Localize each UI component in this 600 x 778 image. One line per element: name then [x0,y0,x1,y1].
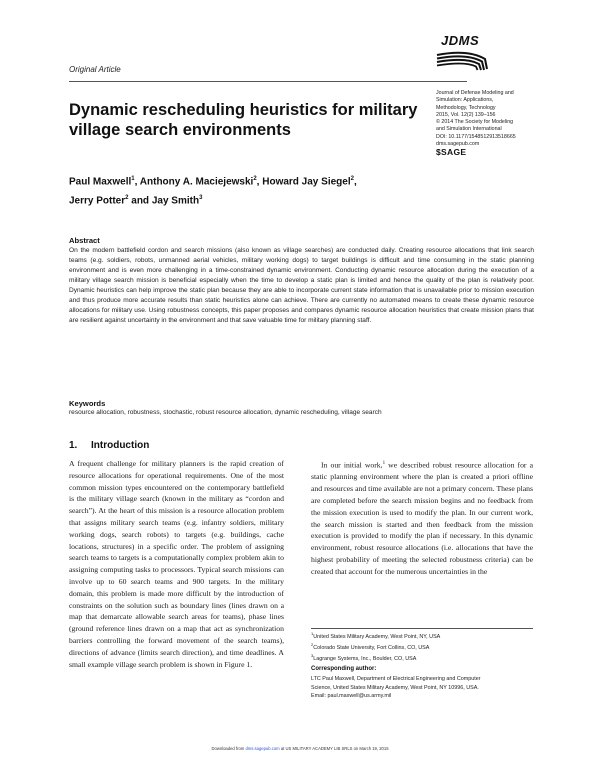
sage-icon: $ [436,147,442,158]
doi[interactable]: DOI: 10.1177/1548512913518665 [436,133,516,140]
corresponding-author-heading: Corresponding author: [311,666,377,672]
journal-url[interactable]: dms.sagepub.com [436,141,480,148]
abstract-text: On the modern battlefield cordon and search missions (also known as village searches) are conducted daily. Creating resource allocations that link search teams (e.g. soldiers, robots, unmanned aerial vehicles, military working dogs) to target buildings is difficult and time consuming in the static planning environment and is even more challenging in a time-constrained dynamic environment. Conducting dynamic resource allocation during the execution of a military village search mission is beneficial especially when the time to develop a static plan is limited and hence the quality of the plan is relatively poor. Dynamic heuristics can help improve the static plan because they are able to incorporate current state information that is unavailable prior to mission execution and thus produce more accurate results than static heuristics alone can achieve. There are currently no automated means to create these dynamic resource allocations for military use. Using robustness concepts, this paper proposes and compares dynamic resource allocation heuristics that create mission plans that are resilient against uncertainty in the environment and that save valuable time for military planning staff. [69,247,534,324]
journal-info-line: 2015, Vol. 12(2) 139–156 [436,111,496,118]
paper-title: Dynamic rescheduling heuristics for military village search environments [69,101,418,139]
corresponding-line: Science, United States Military Academy, West Point, NY 10996, USA. [311,684,479,691]
affiliation-number: 3 [311,652,314,658]
keywords-heading: Keywords [69,399,106,408]
download-suffix: at US MILITARY ACADEMY LIB SRLS on March 19, 2015 [279,746,389,751]
abstract-heading: Abstract [69,236,100,245]
journal-info-line: Journal of Defense Modeling and [436,90,514,96]
corresponding-line: LTC Paul Maxwell, Department of Electrical Engineering and Computer [311,676,481,682]
affiliation-item [311,641,541,652]
section-number: 1. [69,440,78,451]
download-prefix: Downloaded from [211,746,246,751]
body-paragraph [311,458,533,578]
author-affiliation-mark: 3 [199,195,203,202]
section-title: Introduction [91,440,150,451]
affiliation-item [311,652,541,663]
affiliation-number: 2 [311,641,314,647]
author-name: Anthony A. Maciejewski [139,176,254,188]
author-list [69,171,429,210]
author-name: Howard Jay Siegel [262,176,351,188]
author-affiliation-mark: 2 [253,176,257,182]
author-affiliation-mark: 1 [131,176,135,182]
paragraph-text: In our initial work, [321,460,383,470]
download-link[interactable]: dms.sagepub.com [245,746,280,751]
section-heading [69,440,149,451]
header-divider [69,81,467,82]
author-name: Jay Smith [151,195,200,207]
author-affiliation-mark: 2 [125,195,129,202]
author-separator: , [134,176,140,188]
logo-text: JDMS [441,33,480,48]
body-column-right [311,458,533,578]
affiliation-text: Colorado State University, Fort Collins, CO, USA [313,644,430,651]
author-separator: and [128,195,152,207]
body-column-left [69,458,284,670]
affiliation-number: 1 [311,631,314,636]
journal-info-line: Simulation: Applications, [436,97,494,104]
author-name: Paul Maxwell [69,176,132,188]
journal-info-line: © 2014 The Society for Modeling [436,119,514,126]
publisher-name: SAGE [441,147,467,158]
corresponding-author-details [311,675,536,701]
keywords-text: resource allocation, robustness, stochastic, robust resource allocation, dynamic rescheduling, village search [69,409,382,416]
journal-info-line: Methodology, Technology [436,104,496,111]
journal-info-line: and Simulation International [436,126,502,133]
affiliation-text: United States Military Academy, West Point, NY, USA [313,633,441,640]
download-notice [0,746,600,751]
affiliations [311,630,541,662]
journal-logo [433,33,503,73]
author-name: Jerry Potter [69,195,126,207]
corresponding-email[interactable]: Email: paul.maxwell@us.army.mil [311,693,392,699]
jdms-swoosh-icon [433,33,503,73]
citation-link[interactable]: 1 [382,461,386,466]
article-type-label: Original Article [69,65,121,74]
author-affiliation-mark: 2 [350,176,354,182]
publisher-logo [436,149,556,156]
body-paragraph: A frequent challenge for military planners is the rapid creation of resource allocations for operational requirements. One of the most common mission types encountered on the contemporary battlefield is the military village search (known in the military as “cordon and search”). At the heart of this mission is a resource allocation problem that assigns military search teams (e.g. infantry soldiers, military working dogs, search robots) to targets (e.g. buildings, cache locations, structures) in a specific order. The problem of assigning search teams to targets is a computationally complex problem akin to assigning computing tasks to processors. Typical search missions can involve up to 60 search teams and 900 targets. In the military domain, this problem is made more difficult by the introduction of constraints on the solution such as boundary lines (lines drawn on a map that demarcate allowable search areas for teams), phase lines (ground reference lines drawn on a map that act as synchronization barriers controlling the forward movement of the search teams), directions of advance (limits search direction), and time deadlines. A small example village search problem is shown in Figure 1. [69,459,284,669]
affiliation-item [311,630,541,641]
author-separator: , [256,176,263,188]
paragraph-text: we described robust resource allocation for a static planning environment where the plan is created a priori offline and resources and time available are not a primary concern. These plans are completed before the search mission begins and no feedback from the mission execution is used to modify the plan. In our current work, the search mission is started and then feedback from the mission execution is provided to modify the plan if necessary. In this dynamic environment, robust resource allocations (i.e. allocations that have the highest probability of meeting the selected robustness criteria) can be created that account for the numerous uncertainties in the [311,460,533,576]
author-separator: , [353,176,357,188]
footnote-divider [311,628,533,629]
journal-info [436,90,556,157]
affiliation-text: Lagrange Systems, Inc., Boulder, CO, USA [313,655,417,662]
